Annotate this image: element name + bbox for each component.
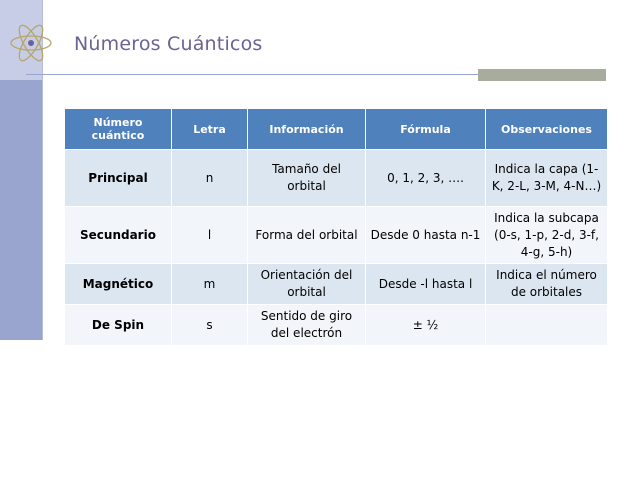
table-row [65, 150, 608, 207]
table-row [65, 305, 608, 346]
row-letter: s [172, 305, 248, 346]
row-formula: Desde -l hasta l [366, 264, 486, 305]
row-info: Tamaño del orbital [248, 150, 366, 207]
table-row [65, 207, 608, 264]
title-accent-bar [478, 69, 606, 81]
column-header: Observaciones [486, 109, 608, 150]
quantum-numbers-table [64, 108, 608, 346]
row-name: Principal [65, 150, 172, 207]
row-observations: Indica la capa (1-K, 2-L, 3-M, 4-N…) [486, 150, 608, 207]
row-name: Magnético [65, 264, 172, 305]
row-observations [486, 305, 608, 346]
column-header: Información [248, 109, 366, 150]
row-letter: n [172, 150, 248, 207]
atom-icon [6, 18, 56, 68]
row-letter: l [172, 207, 248, 264]
table-header-row [65, 109, 608, 150]
row-name: Secundario [65, 207, 172, 264]
page-title: Números Cuánticos [74, 33, 263, 55]
column-header: Número cuántico [65, 109, 172, 150]
row-observations: Indica el número de orbitales [486, 264, 608, 305]
row-formula: ± ½ [366, 305, 486, 346]
table-row [65, 264, 608, 305]
row-name: De Spin [65, 305, 172, 346]
row-observations: Indica la subcapa (0-s, 1-p, 2-d, 3-f, 4-g, 5-h) [486, 207, 608, 264]
row-info: Forma del orbital [248, 207, 366, 264]
row-formula: Desde 0 hasta n-1 [366, 207, 486, 264]
row-info: Sentido de giro del electrón [248, 305, 366, 346]
column-header: Letra [172, 109, 248, 150]
row-formula: 0, 1, 2, 3, …. [366, 150, 486, 207]
row-letter: m [172, 264, 248, 305]
row-info: Orientación del orbital [248, 264, 366, 305]
column-header: Fórmula [366, 109, 486, 150]
